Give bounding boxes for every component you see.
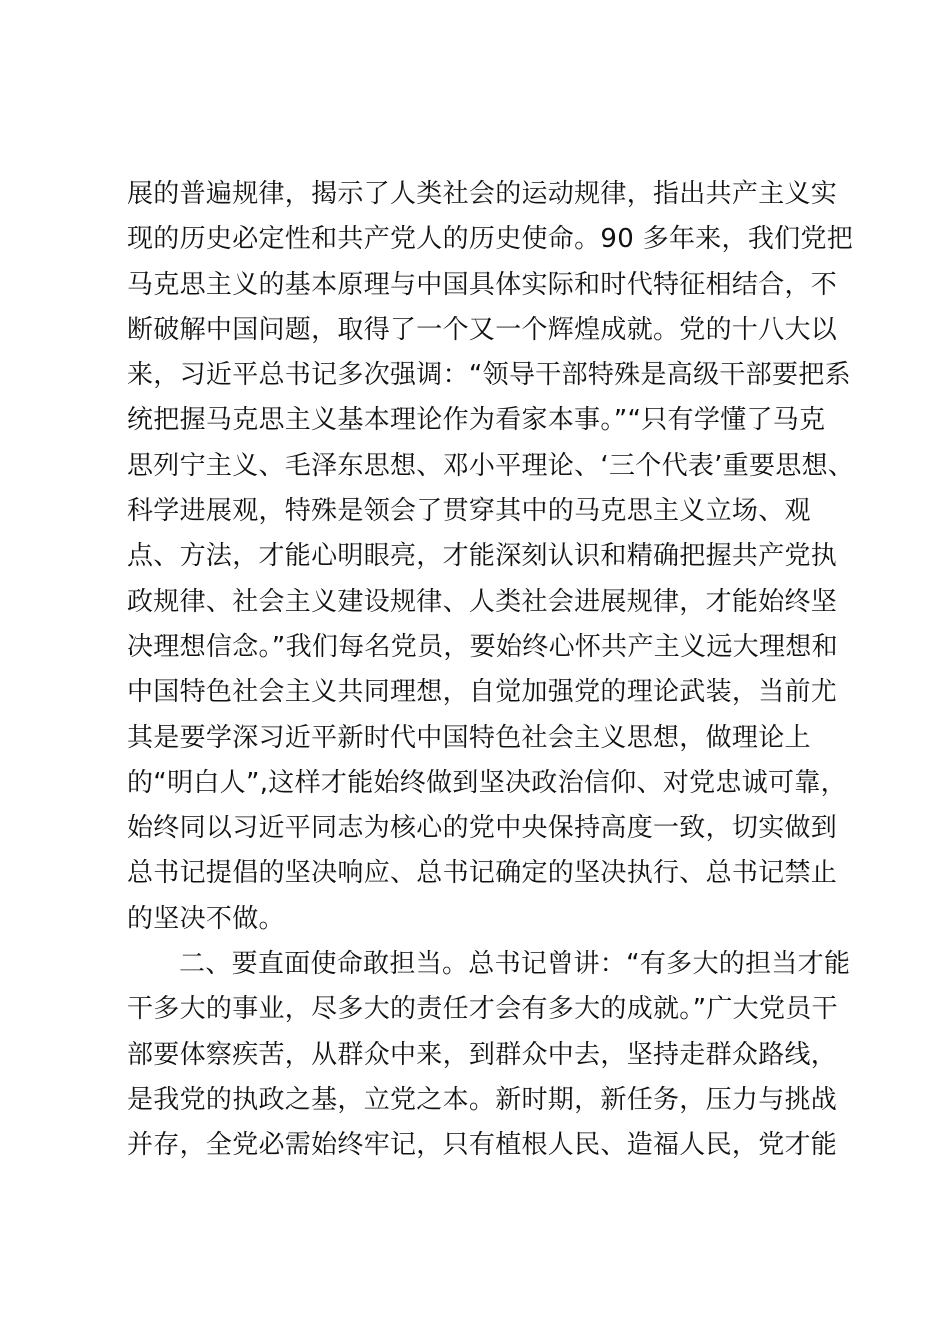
text-line: 决理想信念。”我们每名党员，要始终心怀共产主义远大理想和 — [127, 631, 838, 662]
text-line: 思列宁主义、毛泽东思想、邓小平理论、‘三个代表’重要思想、 — [127, 450, 855, 481]
text-line: 点、方法，才能心明眼亮，才能深刻认识和精确把握共产党执 — [127, 541, 838, 572]
text-line: 并存，全党必需始终牢记，只有植根人民、造福人民，党才能 — [127, 1130, 838, 1161]
text-line: 总书记提倡的坚决响应、总书记确定的坚决执行、总书记禁止 — [127, 858, 838, 889]
text-line: 的“明白人”,这样才能始终做到坚决政治信仰、对党忠诚可靠， — [127, 767, 847, 798]
text-line: 统把握马克思主义基本理论作为看家本事。”“只有学懂了马克 — [127, 405, 826, 436]
text-line: 展的普遍规律，揭示了人类社会的运动规律，指出共产主义实 — [127, 179, 838, 209]
text-line: 部要体察疾苦，从群众中来，到群众中去，坚持走群众路线， — [127, 1039, 838, 1070]
text-line: 其是要学深习近平新时代中国特色社会主义思想，做理论上 — [127, 722, 811, 753]
text-line: 马克思主义的基本原理与中国具体实际和时代特征相结合，不 — [127, 269, 838, 300]
body-text — [127, 172, 855, 1169]
text-line: 中国特色社会主义共同理想，自觉加强党的理论武装，当前尤 — [127, 677, 838, 708]
text-line: 断破解中国问题，取得了一个又一个辉煌成就。党的十八大以 — [127, 314, 838, 345]
text-line: 现的历史必定性和共产党人的历史使命。90 多年来，我们党把 — [127, 224, 854, 255]
text-line: 是我党的执政之基，立党之本。新时期，新任务，压力与挑战 — [127, 1084, 838, 1115]
text-line: 来，习近平总书记多次强调：“领导干部特殊是高级干部要把系 — [127, 360, 851, 391]
text-line: 的坚决不做。 — [127, 903, 285, 934]
section-heading-line: 二、要直面使命敢担当。总书记曾讲：“有多大的担当才能 — [179, 949, 851, 980]
text-line: 科学进展观，特殊是领会了贯穿其中的马克思主义立场、观 — [127, 496, 811, 527]
text-line: 政规律、社会主义建设规律、人类社会进展规律，才能始终坚 — [127, 586, 838, 617]
text-line: 始终同以习近平同志为核心的党中央保持高度一致，切实做到 — [127, 813, 838, 844]
text-line: 干多大的事业，尽多大的责任才会有多大的成就。”广大党员干 — [127, 994, 838, 1025]
